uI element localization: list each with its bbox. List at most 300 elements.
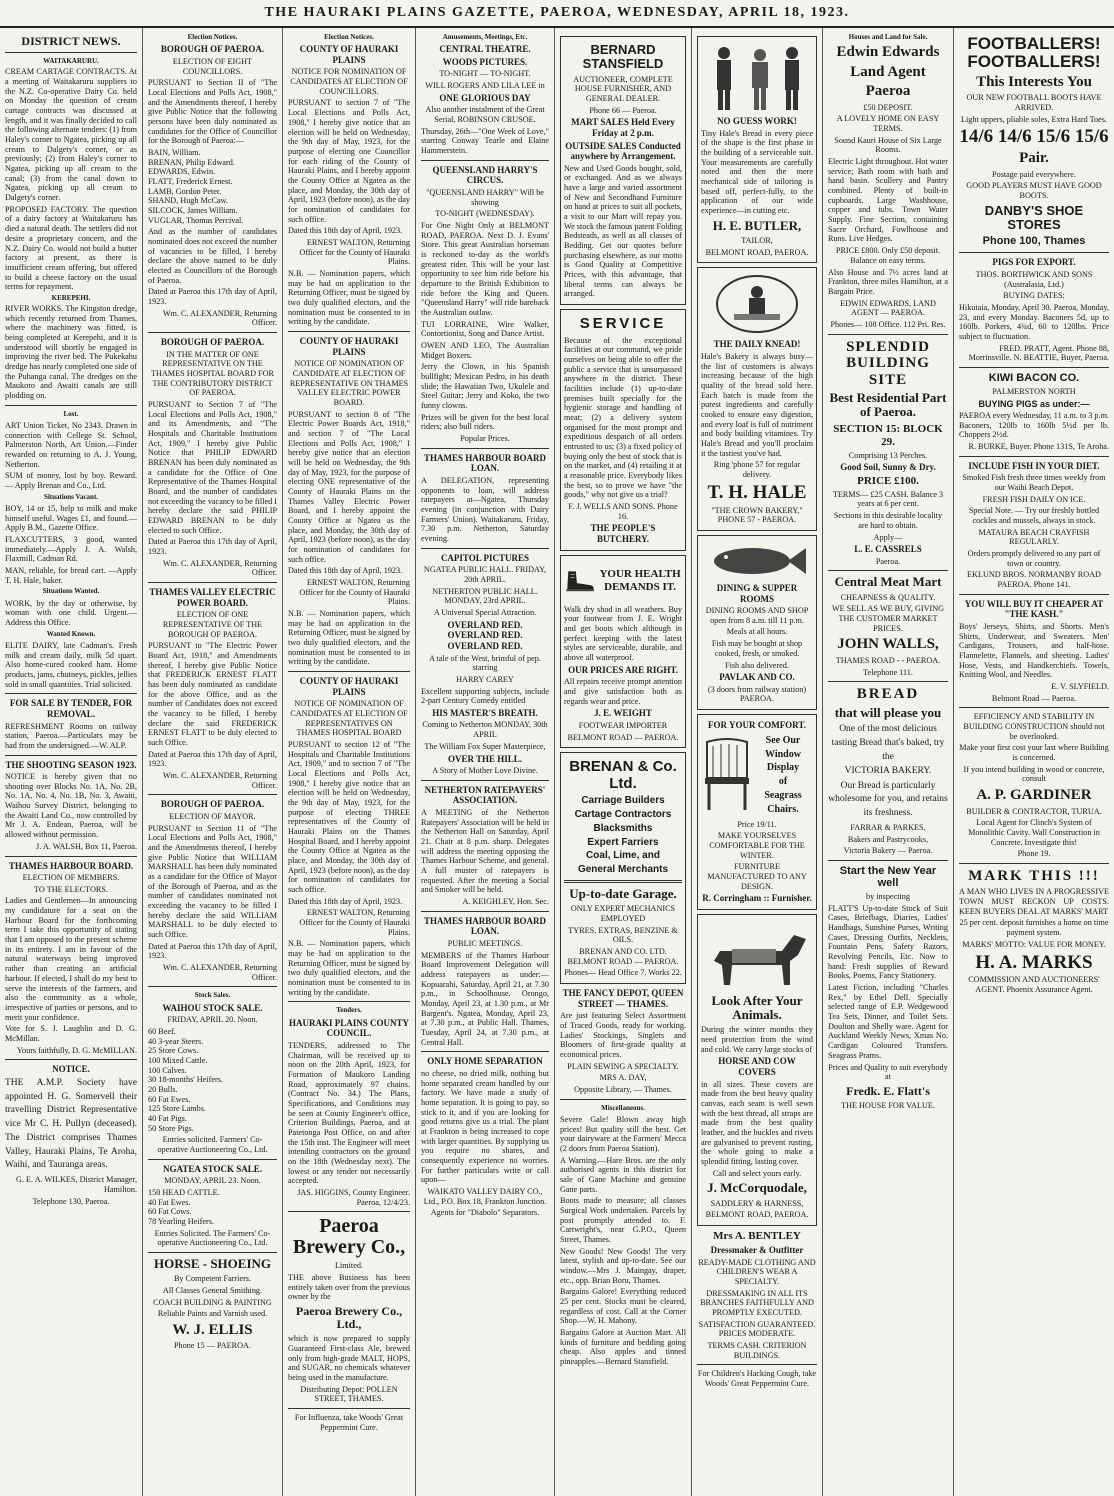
signature: JAS. HIGGINS, County Engineer. Paeroa, 12/4/23. xyxy=(297,1187,410,1207)
ad-text: Seagrass xyxy=(764,789,802,801)
ad-text: Window xyxy=(765,748,801,760)
ad-text: Latest Fiction, including "Charles Rex," by Ethel Dell. Specially selected range of E.P. Wedgewood Tea Sets, Dinner, and Toilet Sets. Doulton and Shelly ware. Agent for Auckland Weekly News, Xmas No. Cardigan Coloured Transfers. Seagrass Prams. xyxy=(828,983,948,1060)
ad-text: "QUEENSLAND HARRY" Will be showing xyxy=(426,188,544,207)
ad-text: Popular Prices. xyxy=(460,434,510,444)
ad-text: BELMONT ROAD, PAEROA. xyxy=(705,1210,809,1220)
ad-text: A Universal Special Attraction. xyxy=(433,608,537,618)
ad-text: Opposite Library, — Thames. xyxy=(574,1084,672,1094)
notice-text: PURSUANT to Section II of "The Local Elections and Polls Act, 1908," and the Amendments thereof, I hereby give Public Notice that the following persons have been duly nominated as candidates for the Office of Councillor for the Borough of Paeroa:— xyxy=(148,78,277,146)
column-5 xyxy=(555,28,692,1496)
phone-line: Phone 15 — PAEROA. xyxy=(173,1341,252,1351)
notice-heading: THAMES VALLEY ELECTRIC POWER BOARD. xyxy=(149,587,276,608)
ad-text: DRESSMAKING IN ALL ITS BRANCHES FAITHFULLY AND PROMPTLY EXECUTED. xyxy=(700,1288,814,1317)
pair-label: Pair. xyxy=(1019,150,1049,167)
notice-subheading: IN THE MATTER OF ONE REPRESENTATIVE ON THE THAMES HOSPITAL BOARD FOR THE CONTRIBUTORY DISTRICT OF PAEROA. xyxy=(150,349,274,398)
notice-text: N.B. — Nomination papers, which may be had on application to the Returning Officer, must be signed by two duly qualified electors, and the nomination must be consented to in writing by the candidate. xyxy=(288,608,410,667)
notice-text: PURSUANT to section 12 of "The Hospitals and Charitable Institutions Act, 1909," and to section 7 of "The Local Elections and Polls Act, 1908," I hereby give notice that an election will be held on Wednesday, the 9th day of May, 1923, for the purpose of electing THREE representatives of the County of Hauraki Plains on the Thames Hospital Board, and I hereby appoint the County Office at Ngatea as the place, and Monday, the 30th day of April, 1923 (before noon), as the day for nomination of candidates for such office. xyxy=(288,739,410,894)
divider xyxy=(148,794,277,795)
stock-item: 40 Fat Ewes. xyxy=(148,1197,191,1207)
ad-text: TERMS CASH. CRITERION BUILDINGS. xyxy=(707,1340,807,1360)
section-heading: Wanted Known. xyxy=(46,629,96,638)
ad-text: Postage paid everywhere. xyxy=(992,169,1076,179)
ad-text: Meals at all hours. xyxy=(726,627,788,637)
section-heading: Situations Wanted. xyxy=(42,587,100,596)
misc-ad: A Warning.—Hare Bros. are the only authorised agents in this district for sale of Gane Machine and genuine Gane parts. xyxy=(560,1155,686,1194)
divider xyxy=(148,1159,277,1160)
service-item: Carriage Builders xyxy=(581,795,665,807)
ad-text: Boys' Jerseys, Shirts, and Shorts. Men's Shirts, Underwear, and Sweaters. Men' Cardigans, Trousers, and half-hose. Flannelette, Flannels, and sheeting. Ladies' Hose, Vests, and Handkerchiefs. Towels, Knitting Wool, and Needles. xyxy=(959,622,1109,680)
divider xyxy=(421,911,549,912)
misc-ad: New Goods! New Goods! The very latest, stylish and up-to-date. See our window.—Mrs J. Maingay, draper, etc., opp. Brian Boru, Thames. xyxy=(560,1246,686,1285)
notice-text: NOTICE is hereby given that no shooting over Blocks No. 1A, No. 2B, No. 1A, No. 4, No. 1B, No. 3, Awaiti, Waihou Survey District, belonging to the Awaiti Land Co., now controlled by Mr J. A. Endean, Paeroa, will be allowed without permission. xyxy=(5,772,137,840)
phone-line: Telephone 111. xyxy=(863,667,913,677)
signature: Wm. C. ALEXANDER, Returning Officer. xyxy=(162,963,277,982)
ad-text: A MAN WHO LIVES IN A PROGRESSIVE TOWN MUST RECKON UP COSTS. KEEN BUYERS DEAL AT MARKS' MART xyxy=(959,887,1109,916)
service-item: Blacksmiths xyxy=(593,822,653,834)
ad-text: READY-MADE CLOTHING AND CHILDREN'S WEAR A SPECIALTY. xyxy=(698,1257,816,1286)
ad-heading: ONLY HOME SEPARATION xyxy=(427,1056,543,1067)
signature: FRED. PRATT, Agent. Phone 88, Morrinsville. N. BEATTIE, Buyer, Paeroa. xyxy=(968,343,1109,363)
ad-text: TO-NIGHT (WEDNESDAY). xyxy=(435,209,535,219)
divider xyxy=(288,1001,410,1002)
chair-row xyxy=(701,733,813,818)
ad-text: PUBLIC MEETINGS. xyxy=(447,938,523,948)
ad-text: (3 doors from railway station) PAEROA. xyxy=(707,684,807,704)
classified-ad: FLAXCUTTERS, 3 good, wanted immediately.—Apply J. A. Walsh, Flaxmill, Cadman Rd. xyxy=(5,535,137,564)
ad-heading: YOUR HEALTH DEMANDS IT. xyxy=(599,567,681,593)
divider xyxy=(288,671,410,672)
ad-text: Prices and Quality to suit everybody at xyxy=(828,1062,948,1082)
ad-text: FOOTWEAR IMPORTER xyxy=(578,720,668,730)
phone-line: Phone 19. xyxy=(1017,849,1051,859)
notice-date: Dated this 18th day of April, 1923. xyxy=(288,566,403,576)
ad-text: THOS. BORTHWICK AND SONS (Australasia, Ltd.) xyxy=(975,269,1093,289)
depot-line: Distributing Depot: POLLEN STREET, THAMES. xyxy=(300,1384,398,1404)
ad-text: Call and select yours early. xyxy=(712,1168,802,1178)
candidate: VUGLAR, Thomas Percival. xyxy=(148,215,244,225)
ad-text: COMMISSION AND AUCTIONEERS' AGENT. Phoenix Assurance Agent. xyxy=(968,975,1100,995)
classified-ad: SUM of money, lost by boy. Reward. — Apply Brenan and Co., Ltd. xyxy=(5,471,137,491)
horse-icon xyxy=(702,921,812,991)
ad-text: £50 DEPOSIT. xyxy=(863,102,913,112)
new-year-heading: Start the New Year well xyxy=(839,864,937,889)
ad-text: in all sizes. These covers are made from the best heavy quality canvas, each seam is well sewn with the best thread, all straps are made from the best quality leather, and the buckles and rivets are galvanised to prevent rusting, the whole going to make a splendid fitting, lasting cover. xyxy=(701,1079,813,1167)
act-item: Jerry the Clown, in his Spanish bullfight; Mexican Pedro, in his death slide; the Hawaiian Two, Ukulele and Steel Guitar; Jerry and Koko, the two funny clowns. xyxy=(421,362,549,411)
signature: L. E. CASSRELS xyxy=(854,544,922,555)
signature: MRS A. DAY, xyxy=(599,1073,647,1083)
district-news-title: DISTRICT NEWS. xyxy=(21,34,121,48)
notice-date: Dated at Paeroa this 17th day of April, 1923. xyxy=(148,537,277,557)
notice-subheading: ELECTION OF ONE REPRESENTATIVE OF THE BOROUGH OF PAEROA. xyxy=(162,610,263,639)
ad-text: NETHERTON PUBLIC HALL. MONDAY, 23rd APRIL. xyxy=(432,586,538,606)
site-heading: SPLENDID BUILDING SITE xyxy=(846,338,930,388)
notice-date: Dated at Paeroa this 17th day of April, 1923. xyxy=(148,749,277,769)
ad-text: THE HOUSE FOR VALUE. xyxy=(841,1101,935,1111)
misc-ad: Bargains Galore at Auction Mart. All kinds of furniture and bedding going cheap. Also apples and tinned pineapples.—Bernard Stansfield. xyxy=(560,1327,686,1366)
signature: Wm. C. ALEXANDER, Returning Officer. xyxy=(162,558,277,578)
ad-text: COACH BUILDING & PAINTING xyxy=(153,1297,272,1307)
signature: ERNEST WALTON, Returning Officer for the County of Hauraki Plains. xyxy=(299,237,410,267)
phone-line: Phone 66 — Paeroa. xyxy=(589,105,657,115)
ad-heading: NETHERTON RATEPAYERS' ASSOCIATION. xyxy=(424,784,546,806)
ad-text: A Story of Mother Love Divine. xyxy=(432,766,538,776)
phone-line: Phones— 108 Office. 112 Pri. Res. xyxy=(830,319,946,329)
divider xyxy=(959,707,1109,708)
ad-text: TO-NIGHT — TO-NIGHT. xyxy=(439,69,531,79)
boot-icon xyxy=(564,559,595,603)
sale-date: FRIDAY, APRIL 20. Noon. xyxy=(167,1015,258,1025)
signature: WAIKATO VALLEY DAIRY CO., Ltd., P.O. Box 18, Frankton Junction. xyxy=(423,1187,547,1206)
divider xyxy=(5,856,137,857)
ad-text: WE SELL AS WE BUY, GIVING THE CUSTOMER MARKET PRICES. xyxy=(831,604,945,633)
gardiner-name: A. P. GARDINER xyxy=(976,787,1092,804)
mccorquodale-name: J. McCorquodale, xyxy=(707,1180,807,1196)
butler-name: H. E. BUTLER, xyxy=(712,217,802,233)
column-3 xyxy=(283,28,416,1496)
divider xyxy=(5,755,137,756)
notice-subheading: ELECTION OF MAYOR. xyxy=(169,811,256,821)
signature: G. E. A. WILKES, District Manager, Hamilton. xyxy=(16,1175,137,1194)
stock-item: 100 Mixed Cattle. xyxy=(148,1055,208,1065)
phone-line: Telephone 130, Paeroa. xyxy=(32,1196,110,1206)
signature: EKLUND BROS. NORMANBY ROAD PAEROA. Phone 141. xyxy=(967,570,1101,590)
stansfield-ad xyxy=(560,36,686,305)
tailors-figures-icon xyxy=(702,43,812,113)
column-2 xyxy=(143,28,283,1496)
divider xyxy=(148,986,277,987)
cough-remedy-ad: For Children's Hacking Cough, take Woods' Great Peppermint Cure. xyxy=(697,1369,817,1388)
ad-text: THE PEOPLE'S BUTCHERY. xyxy=(590,523,656,544)
notice-text: THE A.M.P. Society have appointed H. G. Somervell their travelling District Representative vice Mr C. H. Pullyn (deceased). The District comprises Thames Valley, Hauraki Plains, Te Aroha, Waihi, and Tauranga areas. xyxy=(5,1077,137,1171)
ad-text: by inspecting xyxy=(866,892,910,902)
ad-text: Tiny Hale's Bread in every piece of the shape is the first phase in the building of a serviceable suit. Your measurements are carefully noted and then the mere mechanical side of tailoring is based off, perfect-fully, to the application of our wide experience—in cutting etc. xyxy=(701,128,813,215)
ad-text: A tale of the West, brimful of pep. starring xyxy=(429,653,541,673)
ad-text: Display xyxy=(766,762,800,774)
ad-text: BELMONT ROAD — PAEROA. xyxy=(567,732,679,742)
classified-ad: BOY, 14 or 15, help to milk and make himself useful. Wages £1, and found.—Apply B.M., Gazette Office. xyxy=(5,504,137,533)
section-heading: Houses and Land for Sale. xyxy=(848,33,928,41)
ad-text: SATISFACTION GUARANTEED. PRICES MODERATE. xyxy=(698,1319,816,1339)
divider xyxy=(421,780,549,781)
ad-text: Special Note. — Try our freshly bottled cockles and mussels, always in stock. xyxy=(968,506,1100,526)
ad-text: HARRY CAREY xyxy=(456,674,514,684)
ad-text: Fish also delivered. xyxy=(725,660,789,670)
ad-heading: THE SHOOTING SEASON 1923. xyxy=(5,759,137,770)
section-heading: WAITAKARURU. xyxy=(43,57,99,66)
ad-text: HORSE AND COW COVERS xyxy=(718,1056,796,1078)
ad-text: Electric Light throughout. Hot water service; Bath room with bath and hand basin. Scullery and Pantry combined. Plenty of built-in cupboards. Large Washhouse, copper and tubs. Town Water Supply. Fine Section, containing Sacre Orchard, Fowlhouse and Runs. Live Hedges. xyxy=(828,157,948,244)
divider xyxy=(828,860,948,861)
ad-heading: CENTRAL THEATRE. xyxy=(439,44,531,55)
service-item: Coal, Lime, and xyxy=(586,850,660,862)
ad-subheading: TO THE ELECTORS. xyxy=(34,884,108,894)
ellis-name: W. J. ELLIS xyxy=(172,1321,253,1338)
signature: A. KEIGHLEY, Hon. Sec. xyxy=(462,897,549,907)
divider xyxy=(148,332,277,333)
bread-heading: BREAD xyxy=(856,686,920,703)
film-title: HIS MASTER'S BREATH. xyxy=(432,707,538,718)
footwear-ad xyxy=(560,555,686,749)
ad-heading: KIWI BACON CO. xyxy=(988,371,1080,384)
misc-ad: Boots made to measure; all classes Surgical Work undertaken. Parcels by post promptly attended to. F. Cartwright's, near G.P.O., Queen Street, Thames. xyxy=(560,1196,686,1244)
column-1 xyxy=(0,28,143,1496)
ad-heading: THAMES HARBOUR BOARD. xyxy=(8,860,134,871)
flu-remedy-ad: For Influenza, take Woods' Great Peppermint Cure. xyxy=(294,1413,404,1432)
classified-ad: WORK, by the day or otherwise, by woman with one child. Urgent.—Address this Office. xyxy=(5,598,137,627)
stock-item: 50 Store Pigs. xyxy=(148,1123,194,1133)
ad-text: TYRES, EXTRAS, BENZINE & OILS. xyxy=(568,925,678,945)
ad-text: Hikutaia, Monday, April 30. Paeroa, Monday, 23, and every Monday. Baconers 5d, up to 160lb. Porkers, 4¾d, 60 to 120lbs. Price subject to fluctuation. xyxy=(959,302,1109,341)
candidate: SILCOCK, James William. xyxy=(148,205,238,215)
article-text: CREAM CARTAGE CONTRACTS. At a meeting of Waitakaruru suppliers to the N.Z. Co-operative Dairy Co. held on Monday the question of cream cartage contracts was discussed at length, and it was finally decided to call the following alternate tenders: (1) from Haley's corner to Ngatea, picking up all cream to Dalgety's corner, or as previously; (2) from Haley's corner to Ngatea, picking up all cream to the canal; (3) from the canal down to Ngatea, picking up all cream to Dalgety's corner. xyxy=(5,67,137,203)
service-ad xyxy=(560,309,686,550)
stock-item: 20 Bulls. xyxy=(148,1084,178,1094)
bentley-name: Mrs A. BENTLEY xyxy=(713,1230,801,1243)
stock-item: 125 Store Lambs. xyxy=(148,1104,206,1114)
notice-text: PURSUANT to section 7 of "The Local Elections and Polls Act, 1908," I hereby give notice that an election will be held on Wednesday, the 9th day of May, 1923, for the purpose of electing one Councillor for each riding of the County of Hauraki Plains, and I hereby appoint the County Office at Ngatea as the place, and Monday, the 30th day of April, 1923 (before noon), as the day for nomination of candidates for such office. xyxy=(288,98,410,224)
signature: Yours faithfully, D. G. McMILLAN. xyxy=(16,1045,137,1055)
ad-text: ONLY EXPERT MECHANICS EMPLOYED xyxy=(570,904,676,923)
ad-text: A LOVELY HOME ON EASY TERMS. xyxy=(836,114,940,134)
ad-text: A MEETING of the Netherton Ratepayers' Association will be held in the Netherton Hall on Saturday, April 21. Chair at 8 p.m. sharp. Delegates will address the meeting opposing the Thames Harbour Scheme, and general. A full muster of ratepayers is requested. After the meeting a Social and Smoker will be held. xyxy=(421,808,549,895)
signature: J. A. WALSH, Box 11, Paeroa. xyxy=(36,841,137,851)
ad-text: Our Bread is particularly wholesome for you, and retains its freshness. xyxy=(828,780,948,819)
ad-text: PRICE £800. Only £50 deposit. Balance on easy terms. xyxy=(835,246,941,265)
ad-text: FURNITURE MANUFACTURED TO ANY DESIGN. xyxy=(707,862,807,891)
signature: F. J. WELLS AND SONS. Phone 16. xyxy=(568,502,678,521)
ad-text: VICTORIA BAKERY. xyxy=(844,766,932,777)
signature: Wm. C. ALEXANDER, Returning Officer. xyxy=(162,308,277,328)
ad-text: OUR NEW FOOTBALL BOOTS HAVE ARRIVED. xyxy=(966,93,1102,112)
column-6 xyxy=(692,28,823,1496)
ad-text: Dressmaker & Outfitter xyxy=(710,1244,804,1255)
ad-text: Agents for "Diabolo" Separators. xyxy=(430,1208,540,1218)
ad-text: Orders promptly delivered to any part of town or country. xyxy=(967,549,1101,568)
notice-text: PURSUANT to Section 11 of "The Local Elections and Polls Act, 1908," and the Amendments thereof, I hereby give Public Notice that WILLIAM MARSHALL has been duly nominated as a candidate for the Office of Mayor of the Borough of Paeroa, and as the number of candidates nominated not exceeding the vacancy to be filled I hereby declare the said WILLIAM MARSHALL to be duly elected to such Office. xyxy=(148,823,277,940)
divider xyxy=(828,681,948,682)
act-item: TUI LORRAINE, Wire Walker, Contortionist, Song and Dance Artist. xyxy=(421,319,549,339)
ad-subheading: ELECTION OF MEMBERS. xyxy=(22,873,120,883)
divider xyxy=(421,548,549,549)
signature: Wm. C. ALEXANDER, Returning Officer. xyxy=(162,771,277,790)
ad-text: The William Fox Super Masterpiece, xyxy=(424,741,546,751)
brewery-heading: Paeroa Brewery Co., xyxy=(292,1215,406,1259)
ad-text: of xyxy=(778,776,788,788)
ad-text: Bakers and Pastrycooks, xyxy=(847,834,929,844)
brenan-ad xyxy=(560,752,686,984)
service-item: Cartage Contractors xyxy=(574,809,672,821)
notice-text: TENDERS, addressed to The Chairman, will be received up to noon on the 20th April, 1923, for Formation of Maukoro Landing Road, approximately 97 chains. (Contract No. 34.) The Plans, Specifications, and Conditions may be seen at County Engineer's office, Criterion Buildings, Paeroa, and at Patetonga Post Office, on and after the 15th inst. The Engineer will meet intending contractors on the ground on the 18th (Wednesday next). The lowest or any tender not necessarily accepted. xyxy=(288,1040,410,1186)
candidate: BRENAN, Philip Edward. xyxy=(148,157,235,167)
baker-kneading-icon xyxy=(712,274,802,336)
candidate-list xyxy=(148,148,277,225)
ad-text: TAILOR, xyxy=(741,235,773,245)
notice-heading: BOROUGH OF PAEROA. xyxy=(160,44,265,55)
ad-text: MARKS' MOTTO: VALUE FOR MONEY. xyxy=(962,939,1106,949)
fish-icon xyxy=(702,542,812,580)
horse-illustration xyxy=(701,921,813,991)
divider xyxy=(959,456,1109,457)
ad-text: GOOD PLAYERS MUST HAVE GOOD BOOTS. xyxy=(966,181,1102,200)
signature: R. BURKE, Buyer. Phone 131S, Te Aroha. xyxy=(968,442,1109,452)
divider xyxy=(148,582,277,583)
ad-heading: NO GUESS WORK! xyxy=(717,116,797,126)
notice-date: Dated at Paeroa this 17th day of April, 1923. xyxy=(148,287,277,306)
divider xyxy=(148,1252,277,1253)
divider xyxy=(5,405,137,406)
ad-heading: FOR YOUR COMFORT. xyxy=(708,720,806,731)
stock-list xyxy=(148,1027,277,1133)
notice-text: Ladies and Gentlemen—In announcing my candidature for a seat on the Harbour Board for the forthcoming term I take this opportunity of stating that I am opposed to the present scheme in its entirety. I am in favour of the natural waterways being improved rather than creating an artificial harbour. If elected, I shall do my best to serve the interests of the farmers, and also the community as a whole, irrespective of parties or persons, and to merit your confidence. xyxy=(5,896,137,1022)
sale-footer: Entries solicited. Farmers' Co-operative Auctioneering Co., Ltd. xyxy=(157,1135,268,1154)
article-text: RIVER WORKS. The Kingston dredge, which recently returned from Thames, where the machinery was fitted, is being completed at Kerepehi, and it is understood will shortly be engaged in improving the river bed. The Pukekahu dredge has nearly completed one side of the Puhanga canal. The dredges on the Maukoro and Awaiti canals are still plodding on. xyxy=(5,304,137,401)
notice-heading: COUNTY OF HAURAKI PLAINS xyxy=(299,675,399,697)
candidate: SHAND, Hugh McCaw. xyxy=(148,196,228,206)
ad-text: PLAIN SEWING A SPECIALTY. xyxy=(567,1061,679,1071)
ad-heading: EFFICIENCY AND STABILITY IN BUILDING CONSTRUCTION should not be overlooked. xyxy=(963,712,1105,741)
ad-text: FRESH FISH DAILY ON ICE. xyxy=(982,494,1086,504)
ad-heading: THAMES HARBOUR BOARD LOAN. xyxy=(423,915,546,937)
ad-heading: WOODS PICTURES. xyxy=(442,56,528,67)
ad-text: All repairs receive prompt attention and give satisfaction both as regards wear and price. xyxy=(564,677,682,706)
tailor-illustration xyxy=(701,43,813,113)
notice-heading: HAURAKI PLAINS COUNTY COUNCIL. xyxy=(288,1017,409,1039)
notice-text: Vote for S. J. Laughlin and D. G. McMillan. xyxy=(5,1024,137,1043)
ad-text: DINING ROOMS AND SHOP open from 8 a.m. till 11 p.m. xyxy=(705,606,809,625)
notice-text: And as the number of candidates nominated does not exceed the number of vacancies to be filled, I hereby declare the above named to be duly elected as Councillors of the Borough of Paeroa. xyxy=(148,227,277,285)
section-heading: Amusements, Meetings, Etc. xyxy=(442,33,528,41)
footwear-header xyxy=(564,559,682,603)
phone-line: Phones— Head Office 7. Works 22. xyxy=(564,968,682,978)
ad-text: MATAURA BEACH CRAYFISH REGULARLY. xyxy=(978,527,1090,547)
notice-heading: BOROUGH OF PAEROA. xyxy=(160,799,265,810)
notice-date: Dated at Paeroa this 17th day of April, 1923. xyxy=(148,941,277,961)
divider xyxy=(959,252,1109,253)
divider xyxy=(564,880,682,883)
divider xyxy=(421,1051,549,1052)
ad-text: During the winter months they need protection from the wind and cold. We carry large stocks of xyxy=(701,1025,813,1054)
divider xyxy=(828,334,948,335)
candidate: LAMB, Gordon Peter. xyxy=(148,186,222,196)
ad-text: AUCTIONEER, COMPLETE HOUSE FURNISHER, AND GENERAL DEALER. xyxy=(573,74,673,103)
edwards-town: Paeroa xyxy=(865,83,911,100)
horse-shoeing-heading: HORSE - SHOEING xyxy=(153,1255,272,1271)
classified-ad: ELITE DAIRY, late Cadman's. Fresh milk and cream daily, milk 5d quart. Also home-cured cooked ham. Home products, jams, chutneys, pickles, jellies sold in small quantities. Trial solicited. xyxy=(5,640,137,689)
stock-item: 100 Calves. xyxy=(148,1065,187,1075)
corringham-ad xyxy=(697,714,817,910)
ad-heading: BERNARD STANSFIELD xyxy=(582,42,664,72)
ad-text: NGATEA PUBLIC HALL. FRIDAY, 20th APRIL. xyxy=(423,565,547,584)
ad-text: TERMS— £25 CASH. Balance 3 years at 6 per cent. xyxy=(832,489,944,509)
danby-name: DANBY'S SHOE STORES xyxy=(984,202,1084,232)
divider xyxy=(5,693,137,694)
ad-heading: THE FANCY DEPOT, QUEEN STREET — THAMES. xyxy=(562,988,684,1009)
signature: PAVLAK AND CO. xyxy=(719,672,795,683)
notice-subheading: NOTICE OF NOMINATION OF CANDIDATE AT ELECTION OF REPRESENTATIVE ON THAMES VALLEY ELECTRIC POWER BOARD. xyxy=(289,359,409,407)
fish-illustration xyxy=(701,542,813,580)
hale-ad xyxy=(697,267,817,531)
stock-item: 60 Fat Ewes. xyxy=(148,1094,191,1104)
marks-name: H. A. MARKS xyxy=(975,951,1093,973)
mccorquodale-ad xyxy=(697,914,817,1226)
boot-prices: 14/6 14/6 15/6 15/6 xyxy=(959,126,1109,148)
ad-heading: BRENAN & Co. Ltd. xyxy=(569,758,677,792)
interests-heading: This Interests You xyxy=(976,73,1092,90)
ad-text: Apply— xyxy=(873,532,903,542)
ad-text: Coming to Netherton MONDAY, 30th APRIL xyxy=(422,720,548,740)
divider xyxy=(421,160,549,161)
misc-ad: Bargains Galore! Everything reduced 25 per cent. Stocks must be cleared, regardless of cost. Call at the Corner Shop.—W. H. Mahony. xyxy=(560,1287,686,1326)
ad-text: BELMONT ROAD, PAEROA. xyxy=(705,247,809,257)
ad-text: MART SALES Held Every Friday at 2 p.m. xyxy=(571,117,675,138)
signature: FARRAR & PARKES, xyxy=(850,822,926,832)
ad-text: Paeroa. xyxy=(875,556,901,566)
hale-name: T. H. HALE xyxy=(707,481,807,503)
ad-text: Comprising 13 Perches. xyxy=(848,450,928,460)
film-title: OVER THE HILL. xyxy=(447,753,523,764)
ad-text: See Our xyxy=(765,734,801,746)
footballers-heading: FOOTBALLERS! FOOTBALLERS! xyxy=(967,34,1101,71)
divider xyxy=(421,448,549,449)
signature: ERNEST WALTON, Returning Officer for the County of Hauraki Plains. xyxy=(299,577,410,607)
notice-subheading: NOTICE OF NOMINATION OF CANDIDATES AT ELECTION OF REPRESENTATIVES ON THAMES HOSPITAL BOARD xyxy=(290,699,408,738)
ad-text: Sound Kauri House of Six Large Rooms. xyxy=(834,135,942,155)
walls-name: JOHN WALLS, xyxy=(837,636,939,653)
page-columns xyxy=(0,28,1114,1496)
ad-text: All Classes General Smithing. xyxy=(162,1285,263,1295)
ad-text: By Competent Farriers. xyxy=(173,1274,252,1284)
wicker-chair-icon xyxy=(701,738,753,812)
signature: E. V. SLYFIELD. xyxy=(1051,682,1109,692)
stock-item: 60 Beef. xyxy=(148,1026,176,1036)
notice-heading: COUNTY OF HAURAKI PLAINS xyxy=(299,335,399,357)
section-heading: Election Notices. xyxy=(324,33,374,41)
stock-item: 150 HEAD CATTLE. xyxy=(148,1187,220,1197)
ad-text: Excellent supporting subjects, include 2-part Century Comedy entitled xyxy=(421,686,549,706)
ad-text: Because of the exceptional facilities at our command, we pride ourselves on being able to offer the public a service that is unsurpassed anywhere in the district. These facilities include (1) up-to-date premises built specially for the hygienic storage and handling of meat; (2) a delivery system organised for the most prompt and expeditious despatch of all orders entrusted to us; (3) a fixed policy of buying only the best of stock that is on the market, and (4) retailing it at a reasonable price. Everybody likes the best, so to prove we have "the goods," why not give us a trial? xyxy=(564,335,682,500)
pavlak-ad xyxy=(697,535,817,710)
ad-text: Light uppers, pliable soles, Extra Hard Toes. xyxy=(961,114,1107,124)
divider xyxy=(560,1099,686,1100)
notice-text: PURSUANT to Section 7 of "The Local Elections and Polls Act, 1908," and its Amendments, and "The Hospitals and Charitable Institutions Act, 1909," I hereby give Public Notice that PHILIP EDWARD BRENAN has been duly nominated as a candidate for the Office of One Representative of the Thames Hospital Board, and the number of candidates not exceeding the vacancy to be filled I hereby declare the said PHILIP EDWARD BRENAN to be duly elected to such Office. xyxy=(148,399,277,535)
ad-heading: THE DAILY KNEAD! xyxy=(713,339,801,350)
ad-text: BUYING DATES: xyxy=(1003,291,1065,301)
baker-illustration xyxy=(701,274,813,336)
masthead xyxy=(0,0,1114,28)
ad-text: OUR PRICES ARE RIGHT. xyxy=(568,664,678,675)
ad-text: BUILDER & CONTRACTOR, TURUA. xyxy=(966,806,1102,816)
ad-text: MEMBERS of the Thames Harbour Board Improvement Delegation will address ratepayers as under:—Kopuarahi, Saturday, April 21, at 7.30 p.m., in Schoolhouse. Orongo, Monday, April 23, at 1.30 p.m., at Mr Bargent's. Ngatea, Monday, April 23, at 7.30 p.m., at Public Hall. Thames, Tuesday, April 24, at 7.30 p.m., at Central Hall. xyxy=(421,950,549,1047)
ad-text: MAKE YOURSELVES COMFORTABLE FOR THE WINTER. xyxy=(709,831,805,860)
ad-heading: PIGS FOR EXPORT. xyxy=(992,257,1076,268)
divider xyxy=(959,594,1109,595)
ad-text: Victoria Bakery — Paeroa. xyxy=(843,846,933,856)
garage-heading: Up-to-date Garage. xyxy=(569,886,677,901)
edwards-name: Edwin Edwards xyxy=(836,44,940,61)
ad-text: "THE CROWN BAKERY," PHONE 57 - PAEROA. xyxy=(711,505,803,525)
candidate: FLATT, Frederick Ernest. xyxy=(148,176,233,186)
ad-heading: QUEENSLAND HARRY'S CIRCUS. xyxy=(432,164,538,186)
ad-text: A DELEGATION, representing opponents to loan, will address ratepayers at—Ngatea, Thursday evening (in conjunction with Dairy Farmers' Union). Waitakaruru, Friday, 7.30 p.m. Netherton, Saturday evening. xyxy=(421,476,549,544)
divider xyxy=(959,863,1109,864)
signature: ERNEST WALTON, Returning Officer for the County of Hauraki Plains. xyxy=(299,908,410,937)
divider xyxy=(828,570,948,571)
ad-text: Belmont Road — Paeroa. xyxy=(991,693,1077,703)
ad-heading: YOU WILL BUY IT CHEAPER AT "THE KASH." xyxy=(964,598,1104,620)
ad-text: PALMERSTON NORTH xyxy=(992,386,1076,396)
bread-subheading: that will please you xyxy=(834,704,942,720)
notice-date: Dated this 18th day of April, 1923. xyxy=(288,226,403,236)
